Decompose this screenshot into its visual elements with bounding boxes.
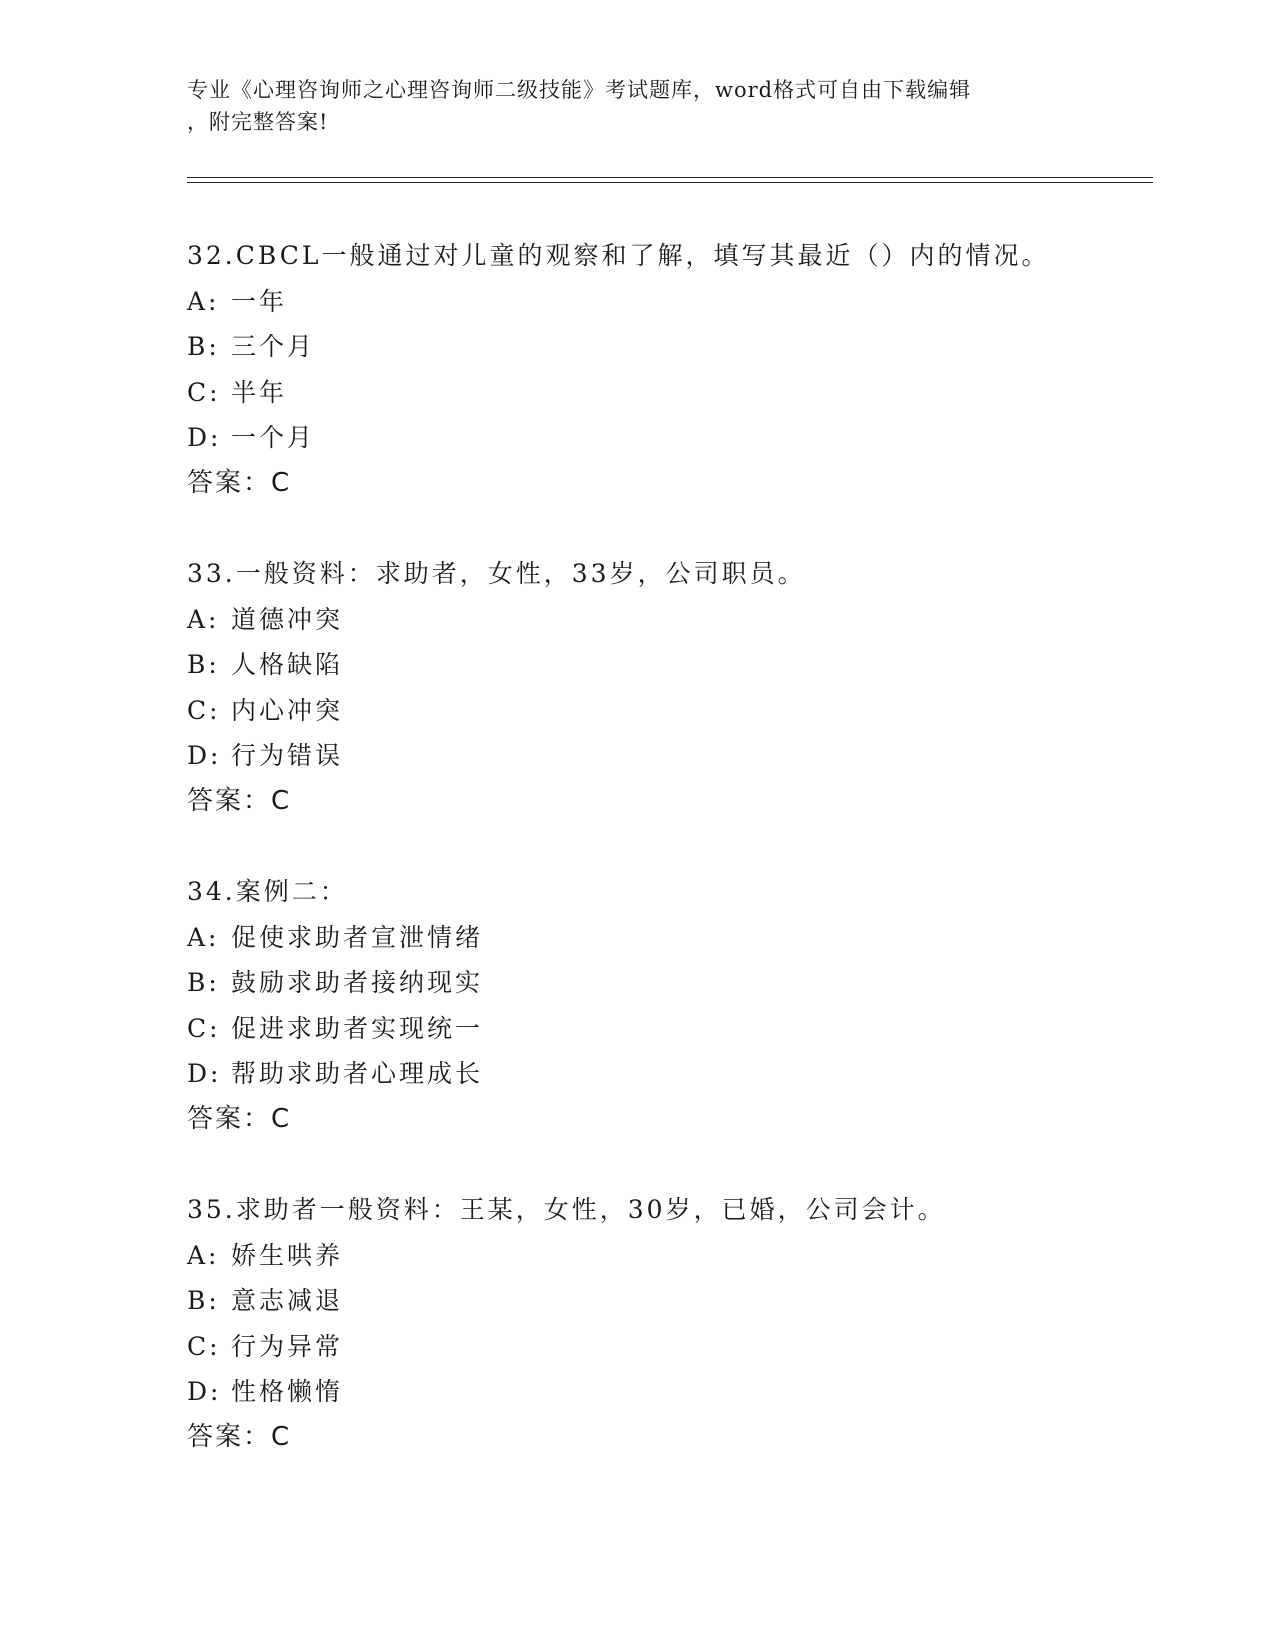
option-text: 帮助求助者心理成长 — [231, 1059, 484, 1088]
answer-prefix: 答案： — [187, 1103, 272, 1134]
answer-line — [187, 1097, 1147, 1143]
question-stem: 34.案例二： — [187, 877, 348, 906]
option-label: A: — [187, 286, 220, 316]
question-stem: 32.CBCL一般通过对儿童的观察和了解，填写其最近（）内的情况。 — [187, 241, 1050, 270]
answer-line — [187, 779, 1147, 825]
option-c — [187, 1324, 1147, 1370]
option-d — [187, 1051, 1147, 1097]
option-label: B: — [187, 1286, 220, 1315]
option-label: B: — [187, 650, 220, 679]
answer-prefix: 答案： — [187, 785, 272, 816]
option-label: D: — [187, 1377, 222, 1406]
question-33 — [187, 551, 1147, 824]
option-label: A: — [187, 922, 220, 952]
option-b — [187, 960, 1147, 1006]
header-divider-bottom — [187, 182, 1153, 183]
option-label: A: — [187, 604, 220, 634]
option-text: 一个月 — [231, 423, 316, 452]
answer-prefix: 答案： — [187, 1421, 272, 1452]
option-text: 三个月 — [231, 332, 316, 361]
option-a — [187, 597, 1147, 643]
option-a — [187, 279, 1147, 325]
option-label: B: — [187, 968, 220, 997]
option-text: 促进求助者实现统一 — [231, 1013, 484, 1043]
question-34 — [187, 869, 1147, 1142]
header-line-1: 专业《心理咨询师之心理咨询师二级技能》考试题库，word格式可自由下载编辑 — [187, 78, 972, 102]
option-a — [187, 1233, 1147, 1279]
option-c — [187, 688, 1147, 734]
option-b — [187, 1278, 1147, 1324]
option-label: D: — [187, 423, 222, 452]
option-label: D: — [187, 1059, 222, 1088]
option-d — [187, 1369, 1147, 1415]
option-text: 促使求助者宣泄情绪 — [231, 922, 484, 952]
option-a — [187, 915, 1147, 961]
option-c — [187, 1006, 1147, 1052]
option-text: 性格懒惰 — [231, 1377, 344, 1406]
option-d — [187, 415, 1147, 461]
option-text: 鼓励求助者接纳现实 — [231, 968, 484, 997]
question-stem: 33.一般资料：求助者，女性，33岁，公司职员。 — [187, 559, 806, 588]
option-text: 道德冲突 — [231, 604, 344, 634]
option-text: 意志减退 — [231, 1286, 344, 1315]
option-text: 半年 — [231, 377, 288, 407]
option-label: A: — [187, 1240, 220, 1270]
option-c — [187, 370, 1147, 416]
option-label: D: — [187, 741, 222, 770]
option-label: B: — [187, 332, 220, 361]
option-text: 行为错误 — [231, 741, 344, 770]
option-text: 娇生哄养 — [231, 1240, 344, 1270]
option-text: 行为异常 — [231, 1331, 344, 1361]
header-divider-top — [187, 177, 1153, 178]
answer-line — [187, 461, 1147, 507]
header-line-2: ，附完整答案! — [187, 110, 329, 134]
question-35 — [187, 1187, 1147, 1460]
option-label: C: — [187, 377, 221, 407]
option-text: 内心冲突 — [231, 695, 344, 725]
option-d — [187, 733, 1147, 779]
answer-value: C — [271, 467, 292, 498]
answer-line — [187, 1415, 1147, 1461]
answer-value: C — [271, 1103, 292, 1134]
question-stem: 35.求助者一般资料：王某，女性，30岁，已婚，公司会计。 — [187, 1195, 946, 1224]
answer-value: C — [271, 785, 292, 816]
option-label: C: — [187, 1013, 221, 1043]
question-32 — [187, 233, 1147, 506]
option-text: 人格缺陷 — [231, 650, 344, 679]
option-b — [187, 642, 1147, 688]
answer-value: C — [271, 1421, 292, 1452]
option-label: C: — [187, 1331, 221, 1361]
option-b — [187, 324, 1147, 370]
option-text: 一年 — [231, 286, 288, 316]
answer-prefix: 答案： — [187, 467, 272, 498]
option-label: C: — [187, 695, 221, 725]
document-header — [187, 74, 1087, 138]
